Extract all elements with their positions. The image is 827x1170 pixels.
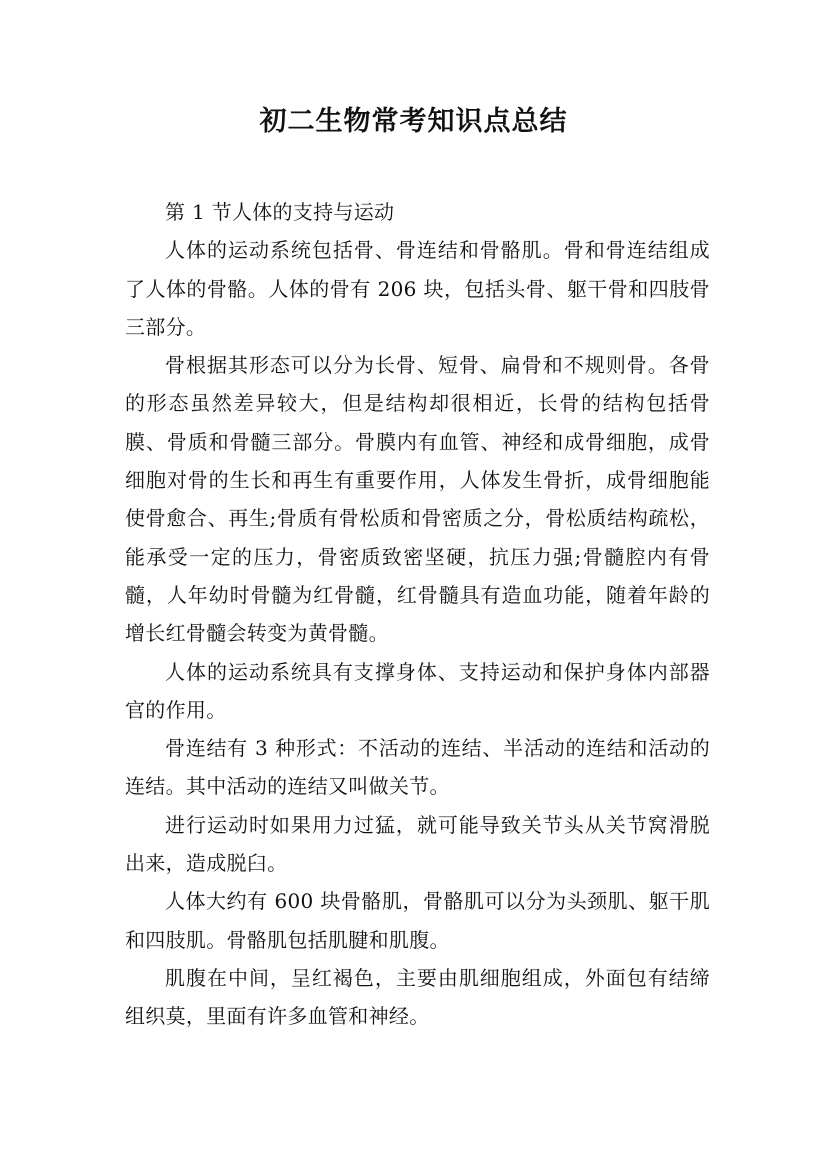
paragraph: 肌腹在中间，呈红褐色，主要由肌细胞组成，外面包有结缔组织莫，里面有许多血管和神经。: [125, 965, 710, 1029]
paragraph: 骨根据其形态可以分为长骨、短骨、扁骨和不规则骨。各骨的形态虽然差异较大，但是结构却很相近，长骨的结构包括骨膜、骨质和骨髓三部分。骨膜内有血管、神经和成骨细胞，成骨细胞对骨的生长和再生有重要作用，人体发生骨折，成骨细胞能使骨愈合、再生;骨质有骨松质和骨密质之分，骨松质结构疏松，能承受一定的压力，骨密质致密坚硬，抗压力强;骨髓腔内有骨髓，人年幼时骨髓为红骨髓，红骨髓具有造血功能，随着年龄的增长红骨髓会转变为黄骨髓。: [125, 353, 710, 646]
paragraph: 进行运动时如果用力过猛，就可能导致关节头从关节窝滑脱出来，造成脱臼。: [125, 812, 710, 876]
paragraph: 骨连结有 3 种形式：不活动的连结、半活动的连结和活动的连结。其中活动的连结又叫做关节。: [125, 736, 710, 799]
paragraph: 人体大约有 600 块骨骼肌，骨骼肌可以分为头颈肌、躯干肌和四肢肌。骨骼肌包括肌腱和肌腹。: [125, 889, 710, 952]
paragraph: 人体的运动系统包括骨、骨连结和骨骼肌。骨和骨连结组成了人体的骨骼。人体的骨有 206 块，包括头骨、躯干骨和四肢骨三部分。: [125, 238, 710, 339]
paragraph: 人体的运动系统具有支撑身体、支持运动和保护身体内部器官的作用。: [125, 659, 710, 722]
document-body: [125, 193, 710, 1036]
section-heading: 第 1 节人体的支持与运动: [165, 200, 395, 224]
document-title: 初二生物常考知识点总结: [259, 106, 568, 137]
